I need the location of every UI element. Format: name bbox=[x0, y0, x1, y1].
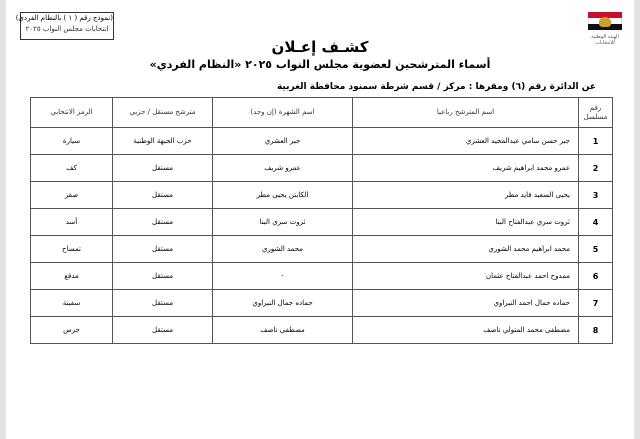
form-number-line1: (نموذج رقم ( ١ ) بالنظام الفردي) bbox=[15, 14, 113, 22]
fame-name-cell: محمد الشوري bbox=[213, 236, 353, 263]
candidate-name-cell: ثروت سري عبدالفتاح البنا bbox=[353, 209, 579, 236]
header-symbol: الرمز الانتخابي bbox=[31, 98, 113, 128]
fame-name-cell: جبر العشري bbox=[213, 128, 353, 155]
table-row bbox=[31, 182, 613, 209]
candidate-type-cell: حزب الجبهة الوطنية bbox=[113, 128, 213, 155]
serial-cell: 2 bbox=[579, 155, 613, 182]
candidate-name-cell: مصطفى محمد المتولي ناصف bbox=[353, 317, 579, 344]
table-row bbox=[31, 290, 613, 317]
table-row bbox=[31, 263, 613, 290]
table-header-row bbox=[31, 98, 613, 128]
symbol-cell: سيارة bbox=[31, 128, 113, 155]
symbol-cell: كف bbox=[31, 155, 113, 182]
header-serial: رقم مسلسل bbox=[579, 98, 613, 128]
serial-cell: 1 bbox=[579, 128, 613, 155]
candidate-name-cell: عمرو محمد ابراهيم شريف bbox=[353, 155, 579, 182]
serial-cell: 4 bbox=[579, 209, 613, 236]
form-number-line2: انتخابات مجلس النواب ٢٠٢٥ bbox=[25, 25, 109, 33]
candidate-name-cell: حماده جمال احمد النبراوي bbox=[353, 290, 579, 317]
fame-name-cell: عمرو شريف bbox=[213, 155, 353, 182]
eagle-icon bbox=[599, 17, 611, 27]
serial-cell: 3 bbox=[579, 182, 613, 209]
emblem-caption: الهيئة الوطنية للانتخابات bbox=[591, 34, 619, 46]
candidate-type-cell: مستقل bbox=[113, 236, 213, 263]
fame-name-cell: حماده جمال النبراوي bbox=[213, 290, 353, 317]
table-row bbox=[31, 209, 613, 236]
fame-name-cell: مصطفى ناصف bbox=[213, 317, 353, 344]
symbol-cell: مدفع bbox=[31, 263, 113, 290]
fame-name-cell: - bbox=[213, 263, 353, 290]
candidate-type-cell: مستقل bbox=[113, 182, 213, 209]
candidate-type-cell: مستقل bbox=[113, 263, 213, 290]
candidate-type-cell: مستقل bbox=[113, 155, 213, 182]
candidate-name-cell: جبر حسن سامي عبدالمجيد العشري bbox=[353, 128, 579, 155]
fame-name-cell: الكابتن يحيى مطر bbox=[213, 182, 353, 209]
header-fame-name: اسم الشهرة (إن وجد) bbox=[213, 98, 353, 128]
serial-cell: 6 bbox=[579, 263, 613, 290]
table-row bbox=[31, 236, 613, 263]
serial-cell: 8 bbox=[579, 317, 613, 344]
symbol-cell: تمساح bbox=[31, 236, 113, 263]
candidate-name-cell: محمد ابراهيم محمد الشوري bbox=[353, 236, 579, 263]
serial-cell: 7 bbox=[579, 290, 613, 317]
candidates-table bbox=[30, 97, 613, 344]
header-candidate-type: مترشح مستقل / حزبي bbox=[113, 98, 213, 128]
district-line: عن الدائرة رقم (٦) ومقرها : مركز / قسم شرطة سمنود محافظة الغربية bbox=[276, 82, 596, 92]
candidate-type-cell: مستقل bbox=[113, 290, 213, 317]
candidate-name-cell: ممدوح احمد عبدالفتاح عثمان bbox=[353, 263, 579, 290]
symbol-cell: سفينة bbox=[31, 290, 113, 317]
candidate-type-cell: مستقل bbox=[113, 317, 213, 344]
serial-cell: 5 bbox=[579, 236, 613, 263]
fame-name-cell: ثروت سري البنا bbox=[213, 209, 353, 236]
form-number-box bbox=[15, 12, 114, 40]
candidate-type-cell: مستقل bbox=[113, 209, 213, 236]
symbol-cell: جرس bbox=[31, 317, 113, 344]
page-subtitle: أسماء المترشحين لعضوية مجلس النواب ٢٠٢٥ «النظام الفردي» bbox=[149, 58, 491, 71]
header-candidate-name: اسم المترشح رباعيا bbox=[353, 98, 579, 128]
table-row bbox=[31, 155, 613, 182]
symbol-cell: صقر bbox=[31, 182, 113, 209]
symbol-cell: أسد bbox=[31, 209, 113, 236]
table-row bbox=[31, 317, 613, 344]
candidate-name-cell: يحيى السعيد فايد مطر bbox=[353, 182, 579, 209]
page-title: كشـف إعـلان bbox=[271, 38, 369, 56]
table-row bbox=[31, 128, 613, 155]
